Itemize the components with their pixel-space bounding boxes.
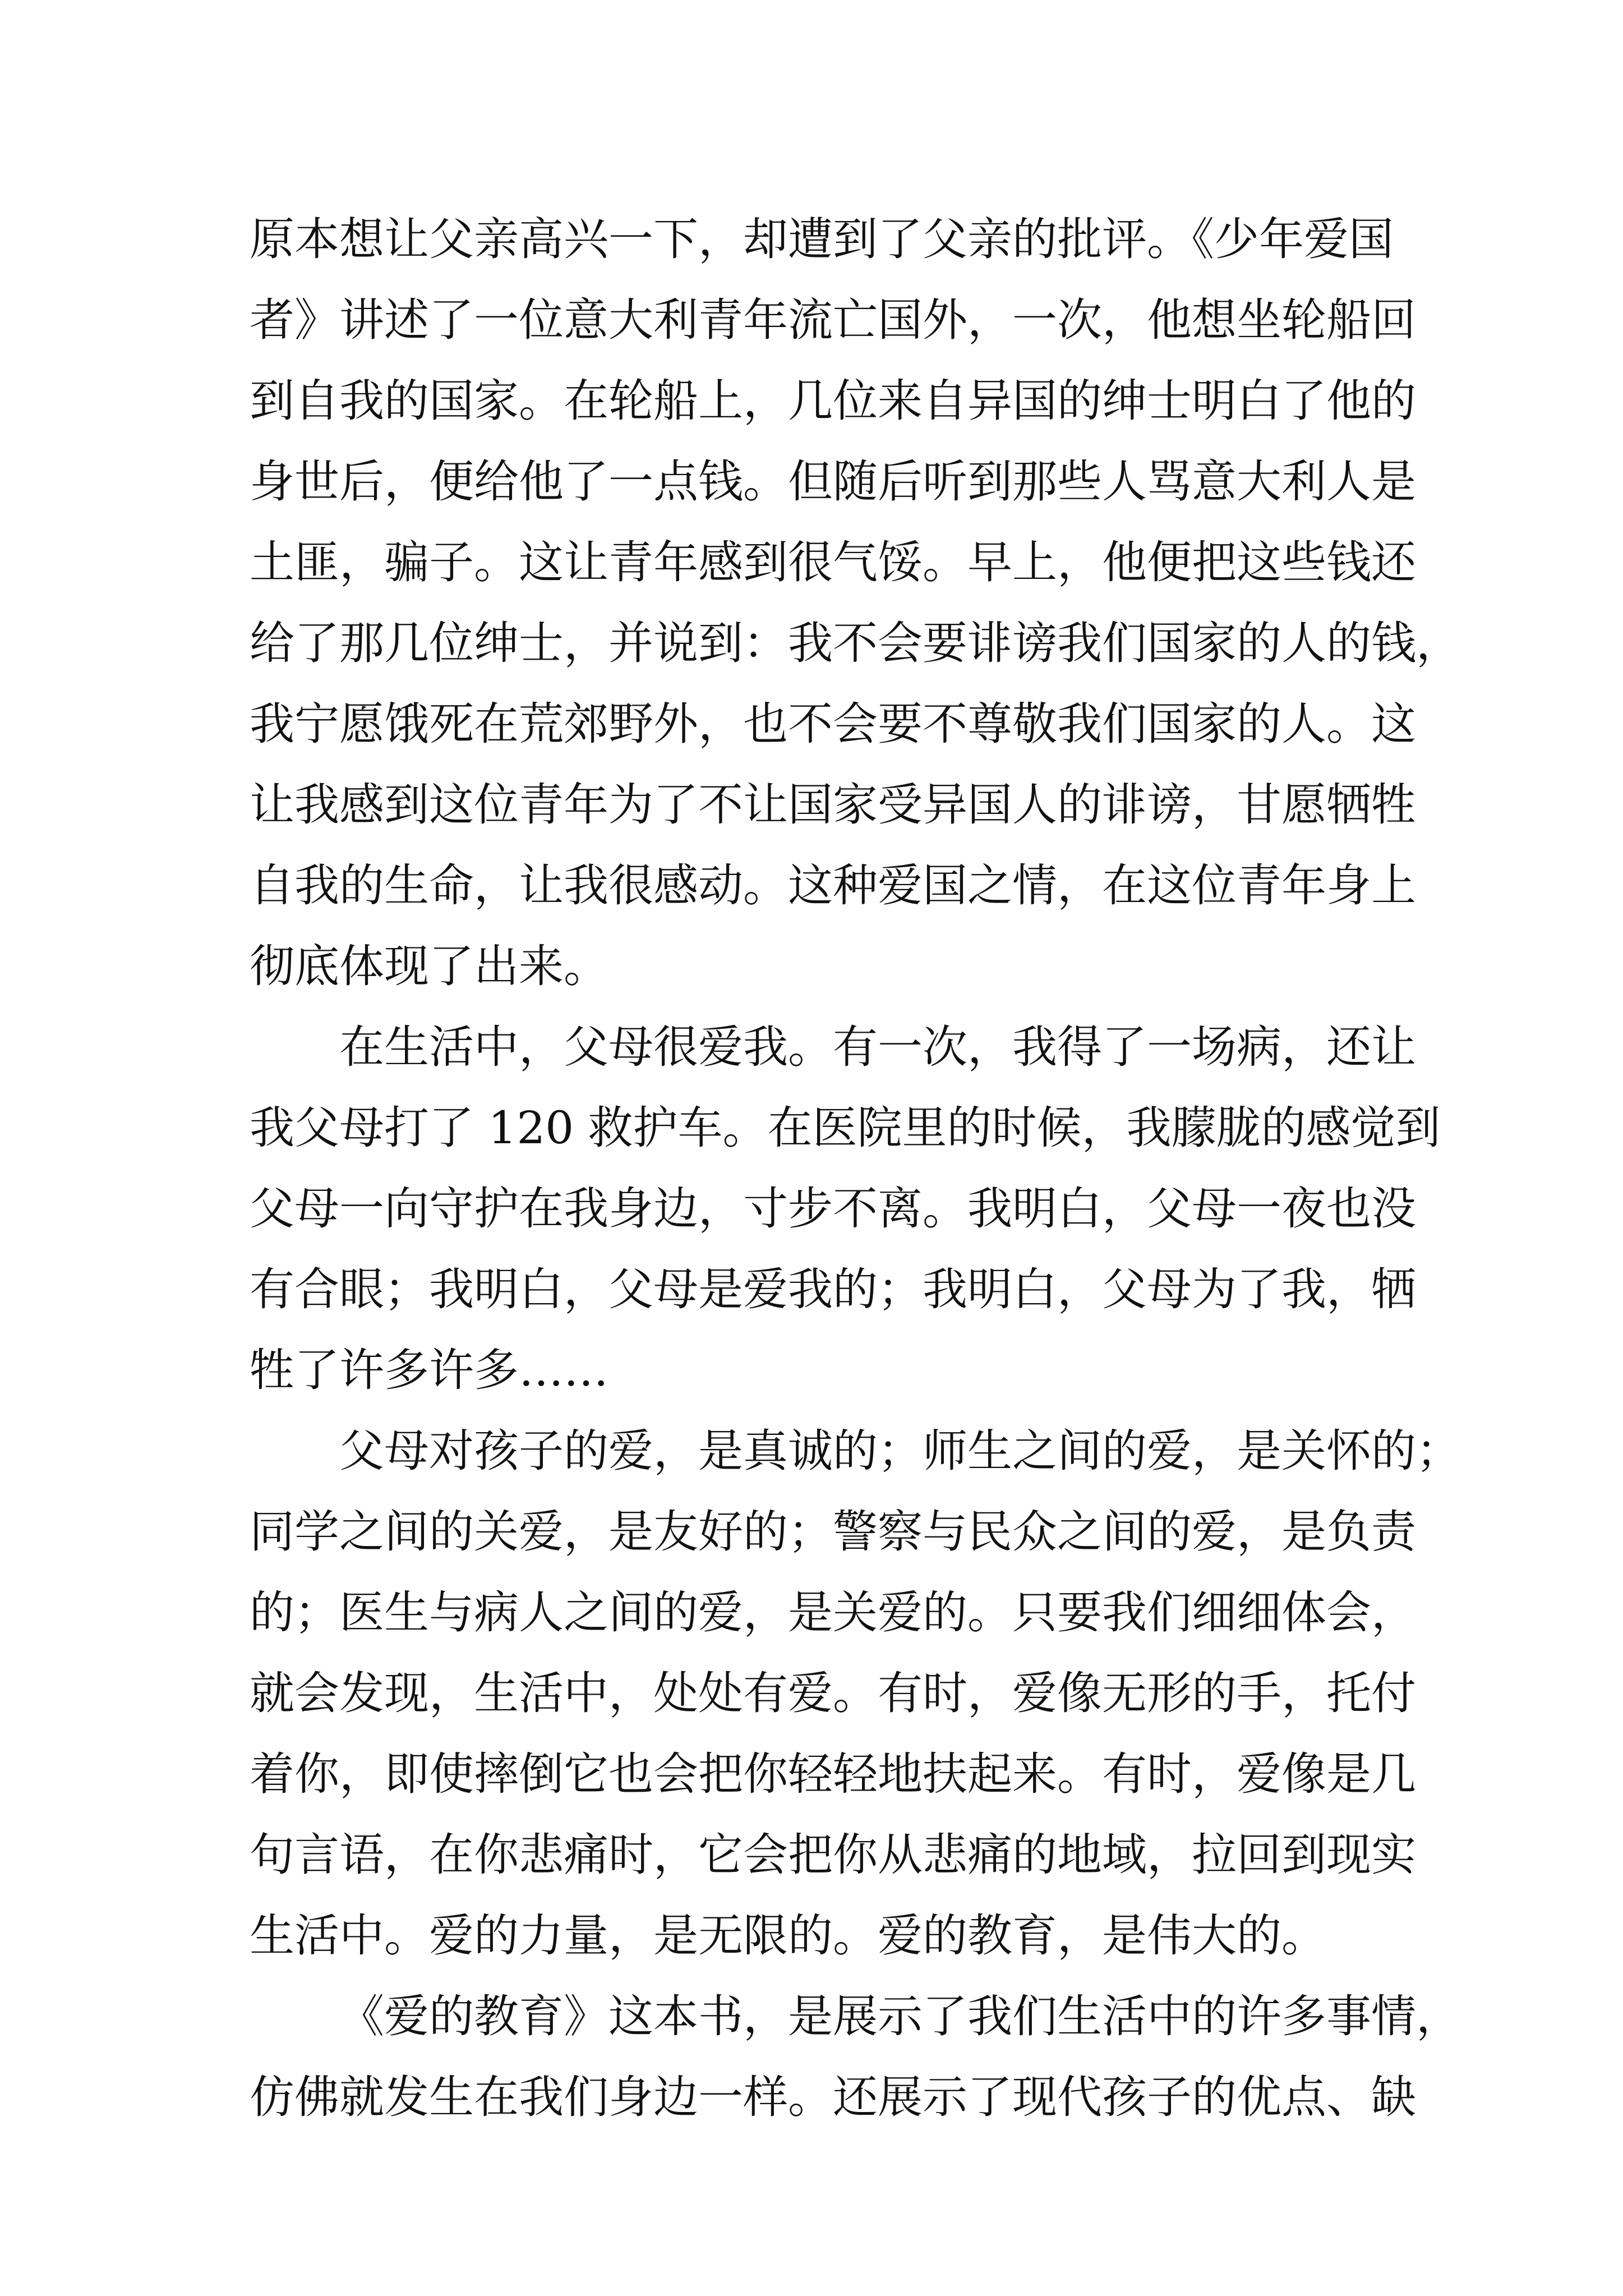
text-line: 父母一向守护在我身边，寸步不离。我明白，父母一夜也没: [250, 1182, 1416, 1235]
body-text: [250, 199, 1461, 2138]
text-line: 彻底体现了出来。: [250, 940, 608, 992]
text-line: 着你，即使摔倒它也会把你轻轻地扶起来。有时，爱像是几: [250, 1748, 1416, 1800]
paragraph: [250, 1976, 1461, 2138]
text-line: 同学之间的关爱，是友好的；警察与民众之间的爱，是负责: [250, 1506, 1416, 1558]
text-line: 仿佛就发生在我们身边一样。还展示了现代孩子的优点、缺: [250, 2071, 1416, 2123]
text-line: 身世后，便给他了一点钱。但随后听到那些人骂意大利人是: [250, 455, 1416, 508]
text-line: 有合眼；我明白，父母是爱我的；我明白，父母为了我，牺: [250, 1263, 1416, 1315]
text-line: 我宁愿饿死在荒郊野外，也不会要不尊敬我们国家的人。这: [250, 698, 1416, 750]
text-line: 生活中。爱的力量，是无限的。爱的教育，是伟大的。: [250, 1910, 1326, 1962]
text-line: 句言语，在你悲痛时，它会把你从悲痛的地域，拉回到现实: [250, 1829, 1416, 1881]
text-line: 牲了许多许多……: [250, 1344, 608, 1396]
paragraph: [250, 1007, 1441, 1411]
text-line: 让我感到这位青年为了不让国家受异国人的诽谤，甘愿牺牲: [250, 779, 1416, 831]
text-line: 自我的生命，让我很感动。这种爱国之情，在这位青年身上: [250, 859, 1416, 912]
paragraph: [250, 199, 1461, 1007]
text-line: 土匪，骗子。这让青年感到很气馁。早上，他便把这些钱还: [250, 536, 1416, 588]
text-line: 者》讲述了一位意大利青年流亡国外，一次，他想坐轮船回: [250, 294, 1416, 346]
text-line: 原本想让父亲高兴一下，却遭到了父亲的批评。《少年爱国: [250, 213, 1394, 265]
text-line: 《爱的教育》这本书，是展示了我们生活中的许多事情，: [339, 1990, 1461, 2042]
text-line: 给了那几位绅士，并说到：我不会要诽谤我们国家的人的钱，: [250, 617, 1461, 669]
text-line: 到自我的国家。在轮船上，几位来自异国的绅士明白了他的: [250, 375, 1416, 427]
text-line: 在生活中，父母很爱我。有一次，我得了一场病，还让: [339, 1021, 1416, 1073]
text-line: 的；医生与病人之间的爱，是关爱的。只要我们细细体会，: [250, 1586, 1416, 1639]
text-line: 父母对孩子的爱，是真诚的；师生之间的爱，是关怀的；: [339, 1425, 1461, 1477]
text-line: 我父母打了 120 救护车。在医院里的时候，我朦胧的感觉到: [250, 1102, 1441, 1154]
paragraph: [250, 1411, 1461, 1976]
text-line: 就会发现，生活中，处处有爱。有时，爱像无形的手，托付: [250, 1667, 1416, 1719]
